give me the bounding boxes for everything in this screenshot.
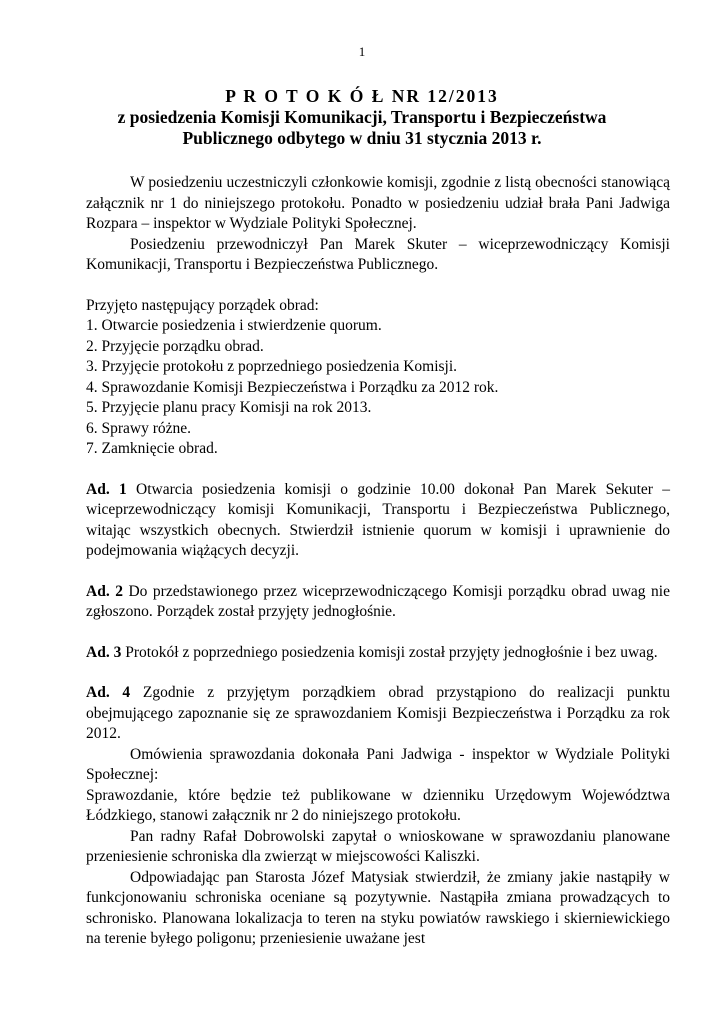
agenda-item: 5. Przyjęcie planu pracy Komisji na rok 2013. [86,399,372,416]
ad4-text: Zgodnie z przyjętym porządkiem obrad przystąpiono do realizacji punktu obejmującego zapoznanie się ze sprawozdaniem Komisji Bezpieczeństwa i Porządku za rok 2012. [86,684,670,742]
agenda-item: 4. Sprawozdanie Komisji Bezpieczeństwa i Porządku za 2012 rok. [86,378,499,396]
ad4-label: Ad. 4 [86,684,131,701]
title-line-2: z posiedzenia Komisji Komunikacji, Transportu i Bezpieczeństwa [117,107,607,127]
ad3-paragraph [86,643,670,664]
ad3-label: Ad. 3 [86,643,122,661]
title-line-1: P R O T O K Ó Ł NR 12/2013 [225,86,499,106]
ad2-label: Ad. 2 [86,582,123,600]
ad2-text: Do przedstawionego przez wiceprzewodniczącego Komisji porządku obrad uwag nie zgłoszono. Porządek został przyjęty jednogłośnie. [86,582,670,620]
ad1-label: Ad. 1 [86,480,127,498]
ad3-text: Protokół z poprzedniego posiedzenia komisji został przyjęty jednogłośnie i bez uwag. [121,643,658,661]
agenda-item: 7. Zamknięcie obrad. [86,440,218,457]
page-number: 1 [358,44,366,59]
ad4-paragraph [86,683,670,745]
intro-paragraph-1: W posiedzeniu uczestniczyli członkowie komisji, zgodnie z listą obecności stanowiącą załącznik nr 1 do niniejszego protokołu. Ponadto w posiedzeniu udział brała Pani Jadwiga Rozpara – inspektor w Wydziale Polityki Społecznej. [86,174,670,232]
intro-paragraph-2: Posiedzeniu przewodniczył Pan Marek Skuter – wiceprzewodniczący Komisji Komunikacji, Transportu i Bezpieczeństwa Publicznego. [86,235,670,273]
ad4-paragraph-3: Sprawozdanie, które będzie też publikowane w dzienniku Urzędowym Województwa Łódzkiego, stanowi załącznik nr 2 do niniejszego protokołu. [86,786,670,824]
agenda-item: 6. Sprawy różne. [86,419,192,437]
ad1-paragraph [86,480,670,562]
agenda-item: 3. Przyjęcie protokołu z poprzedniego posiedzenia Komisji. [86,358,458,375]
agenda-item: 1. Otwarcie posiedzenia i stwierdzenie quorum. [86,317,382,334]
ad4-paragraph-4: Pan radny Rafał Dobrowolski zapytał o wnioskowane w sprawozdaniu planowane przeniesienie schroniska dla zwierząt w miejscowości Kaliszki. [86,827,670,865]
agenda-heading: Przyjęto następujący porządek obrad: [86,296,319,314]
ad4-paragraph-2: Omówienia sprawozdania dokonała Pani Jadwiga - inspektor w Wydziale Polityki Społecznej: [86,745,670,783]
title-line-3: Publicznego odbytego w dniu 31 stycznia 2013 r. [182,128,542,148]
document-title [0,86,724,149]
agenda-item: 2. Przyjęcie porządku obrad. [86,337,264,355]
ad4-paragraph-5: Odpowiadając pan Starosta Józef Matysiak stwierdził, że zmiany jakie nastąpiły w funkcjonowaniu schroniska oceniane są pozytywnie. Nastąpiła zmiana prowadzących to schronisko. Planowana lokalizacja to teren na styku powiatów rawskiego i skierniewickiego na terenie byłego poligonu; przeniesienie uważane jest [86,868,670,947]
ad1-text: Otwarcia posiedzenia komisji o godzinie 10.00 dokonał Pan Marek Sekuter – wiceprzewodniczący komisji Komunikacji, Transportu i Bezpieczeństwa Publicznego, witając wszystkich obecnych. Stwierdził istnienie quorum w komisji i uprawnienie do podejmowania wiążących decyzji. [86,480,670,559]
ad2-paragraph [86,582,670,623]
agenda-list [86,296,670,460]
document-body [86,173,670,950]
